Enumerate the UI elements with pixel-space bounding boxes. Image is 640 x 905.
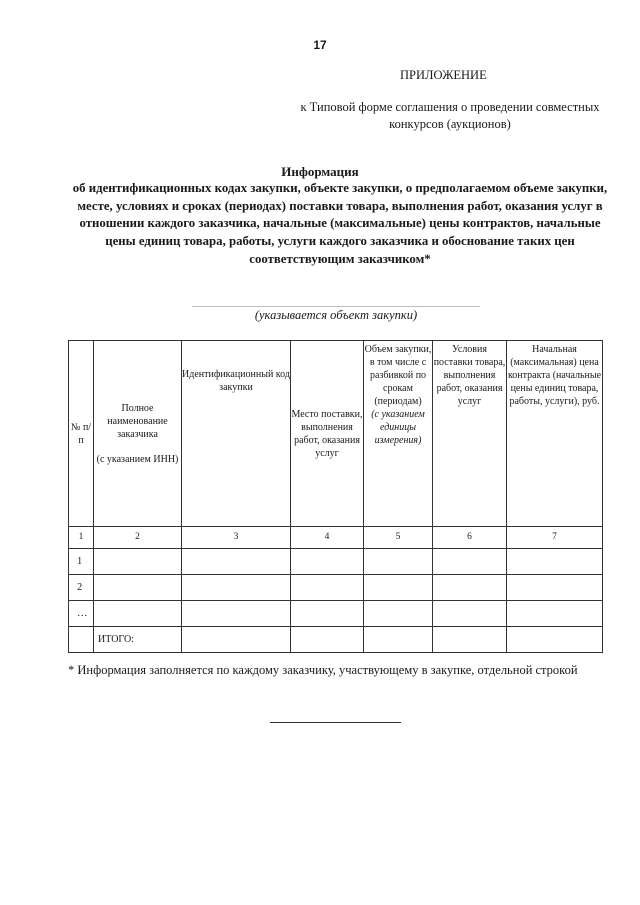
- column-number: 6: [433, 527, 507, 549]
- table-cell: [433, 627, 507, 653]
- page-number: 17: [313, 38, 327, 52]
- footnote: * Информация заполняется по каждому заказчику, участвующему в закупке, отдельной строкой: [68, 663, 578, 677]
- row-number: …: [69, 601, 94, 627]
- header-volume-label: Объем закупки, в том числе с разбивкой по срокам (периодам): [364, 344, 432, 407]
- total-label: ИТОГО:: [94, 627, 182, 653]
- table-cell: [507, 601, 603, 627]
- document-subtitle: об идентификационных кодах закупки, объекте закупки, о предполагаемом объеме закупки, месте, условиях и сроках (периодах) поставки товара, выполнения работ, оказания услуг в отношении каждого заказчика, начальные (максимальные) цены контрактов, начальные цены единиц товара, работы, услуги каждого заказчика и обоснование таких цен соответствующим заказчиком*: [72, 181, 608, 266]
- total-row: [69, 627, 603, 653]
- table-cell: [291, 549, 364, 575]
- row-number: 2: [69, 575, 94, 601]
- table-cell: [507, 627, 603, 653]
- header-volume: [364, 341, 433, 527]
- table-cell: [364, 575, 433, 601]
- table-header-row: [69, 341, 603, 527]
- table-cell: [364, 549, 433, 575]
- column-numbers-row: [69, 527, 603, 549]
- table-cell: [291, 601, 364, 627]
- table-cell: [364, 627, 433, 653]
- column-number: 3: [182, 527, 291, 549]
- column-number: 4: [291, 527, 364, 549]
- table-cell: [94, 601, 182, 627]
- object-line-label: (указывается объект закупки): [254, 308, 418, 322]
- header-customer-note: (с указанием ИНН): [96, 453, 179, 465]
- appendix-reference: к Типовой форме соглашения о проведении совместных конкурсов (аукционов): [300, 100, 600, 131]
- table-cell: [182, 575, 291, 601]
- table-cell: [507, 575, 603, 601]
- table-cell: [94, 575, 182, 601]
- table-cell: [182, 601, 291, 627]
- table-cell: [291, 627, 364, 653]
- header-purchase-code: Идентификационный код закупки: [182, 341, 291, 527]
- column-number: 1: [69, 527, 94, 549]
- table-cell: [433, 601, 507, 627]
- table-cell: [182, 627, 291, 653]
- appendix-title: ПРИЛОЖЕНИЕ: [400, 68, 487, 82]
- header-price: Начальная (максимальная) цена контракта (начальные цены единиц товара, работы, услуги), руб.: [507, 341, 603, 527]
- table-row: [69, 601, 603, 627]
- table-cell: [291, 575, 364, 601]
- column-number: 2: [94, 527, 182, 549]
- closing-line: [270, 722, 401, 723]
- table-cell: [507, 549, 603, 575]
- column-number: 7: [507, 527, 603, 549]
- table-cell: [364, 601, 433, 627]
- table-row: [69, 549, 603, 575]
- document-title: Информация: [281, 164, 359, 179]
- header-customer-label: Полное наименование заказчика: [107, 402, 168, 440]
- header-number: № п/п: [69, 341, 94, 527]
- row-number: 1: [69, 549, 94, 575]
- column-number: 5: [364, 527, 433, 549]
- table-row: [69, 575, 603, 601]
- table-cell: [433, 549, 507, 575]
- header-volume-note: (с указанием единицы измерения): [371, 409, 425, 446]
- table-cell: [69, 627, 94, 653]
- header-place: Место поставки, выполнения работ, оказания услуг: [291, 341, 364, 527]
- table-cell: [182, 549, 291, 575]
- table-cell: [94, 549, 182, 575]
- object-underline: [192, 306, 480, 307]
- info-table: [68, 340, 603, 653]
- table-cell: [433, 575, 507, 601]
- header-customer: [94, 341, 182, 527]
- header-conditions: Условия поставки товара, выполнения работ, оказания услуг: [433, 341, 507, 527]
